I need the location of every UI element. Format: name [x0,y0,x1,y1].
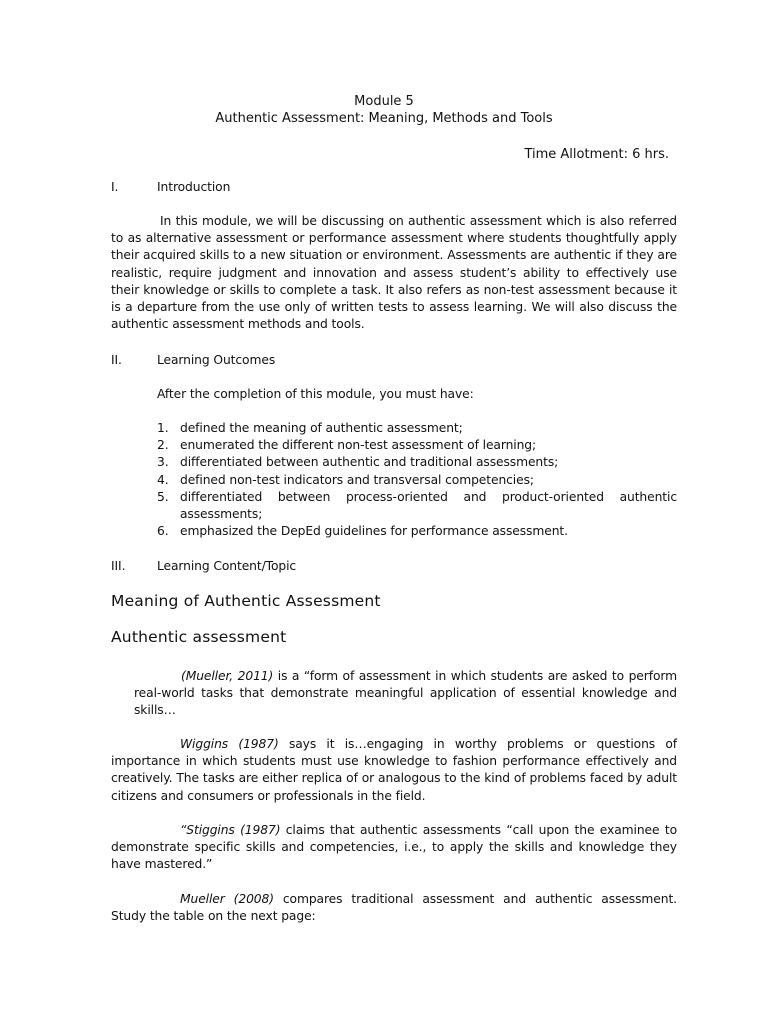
outcome-item [157,489,677,523]
time-allotment: Time Allotment: 6 hrs. [524,147,669,162]
quote-text: is a “form of assessment in which students are asked to perform real-world tasks that demonstrate meaningful application of essential knowledge and skills… [134,669,677,718]
section-number-outcomes: II. [111,353,122,367]
outcome-item [157,454,677,471]
outcome-text: emphasized the DepEd guidelines for performance assessment. [180,524,568,539]
outcome-item [157,437,677,454]
intro-paragraph: In this module, we will be discussing on authentic assessment which is also referred to as alternative assessment or performance assessment where students thoughtfully apply their acquired skills to a new situation or environment. Assessments are authentic if they are realistic, require judgment and innovation and assess student’s ability to effectively use their knowledge or skills to complete a task. It also refers as non-test assessment because it is a departure from the use only of written tests to assess learning. We will also discuss the authentic assessment methods and tools. [111,214,677,332]
citation: “Stiggins (1987) [180,823,281,837]
outcome-item [157,472,677,489]
quote-paragraph [111,822,677,874]
section-title-content: Learning Content/Topic [157,559,297,573]
outcome-item [157,420,677,437]
authentic-assessment-subheading: Authentic assessment [111,628,287,646]
section-number-content: III. [111,559,126,573]
outcome-number: 6. [157,524,169,539]
citation: Mueller (2008) [180,892,274,906]
meaning-heading: Meaning of Authentic Assessment [111,592,381,610]
citation: (Mueller, 2011) [181,669,274,683]
outcome-number: 5. [157,489,169,504]
outcome-text: differentiated between authentic and traditional assessments; [180,455,559,470]
outcome-text: enumerated the different non-test assessment of learning; [180,438,537,453]
quote-paragraph [111,891,677,925]
quote-text: compares traditional assessment and authentic assessment. Study the table on the next page: [111,892,677,924]
outcome-number: 1. [157,421,169,435]
outcomes-lead: After the completion of this module, you must have: [157,387,474,401]
section-number-intro: I. [111,180,119,194]
outcome-number: 3. [157,455,169,470]
quote-paragraph [111,736,677,805]
outcomes-list [157,420,677,540]
outcome-text: differentiated between process-oriented and product-oriented authentic assessments; [180,489,677,522]
document-title: Authentic Assessment: Meaning, Methods and Tools [215,111,553,126]
outcome-number: 2. [157,438,169,453]
quote-paragraph [134,668,677,720]
citation: Wiggins (1987) [180,737,279,751]
quote-text: claims that authentic assessments “call upon the examinee to demonstrate specific skills and competencies, i.e., to apply the skills and knowledge they have mastered.” [111,823,677,872]
section-title-outcomes: Learning Outcomes [157,353,276,367]
outcome-text: defined the meaning of authentic assessment; [180,421,463,435]
outcome-item [157,523,677,540]
module-number: Module 5 [354,94,414,109]
outcome-text: defined non-test indicators and transversal competencies; [180,472,534,487]
quote-text: says it is…engaging in worthy problems or questions of importance in which students must use knowledge to fashion performance effectively and creatively. The tasks are either replica of or analogous to the kind of problems faced by adult citizens and consumers or professionals in the field. [111,737,677,803]
section-title-intro: Introduction [157,180,231,194]
outcome-number: 4. [157,472,169,487]
